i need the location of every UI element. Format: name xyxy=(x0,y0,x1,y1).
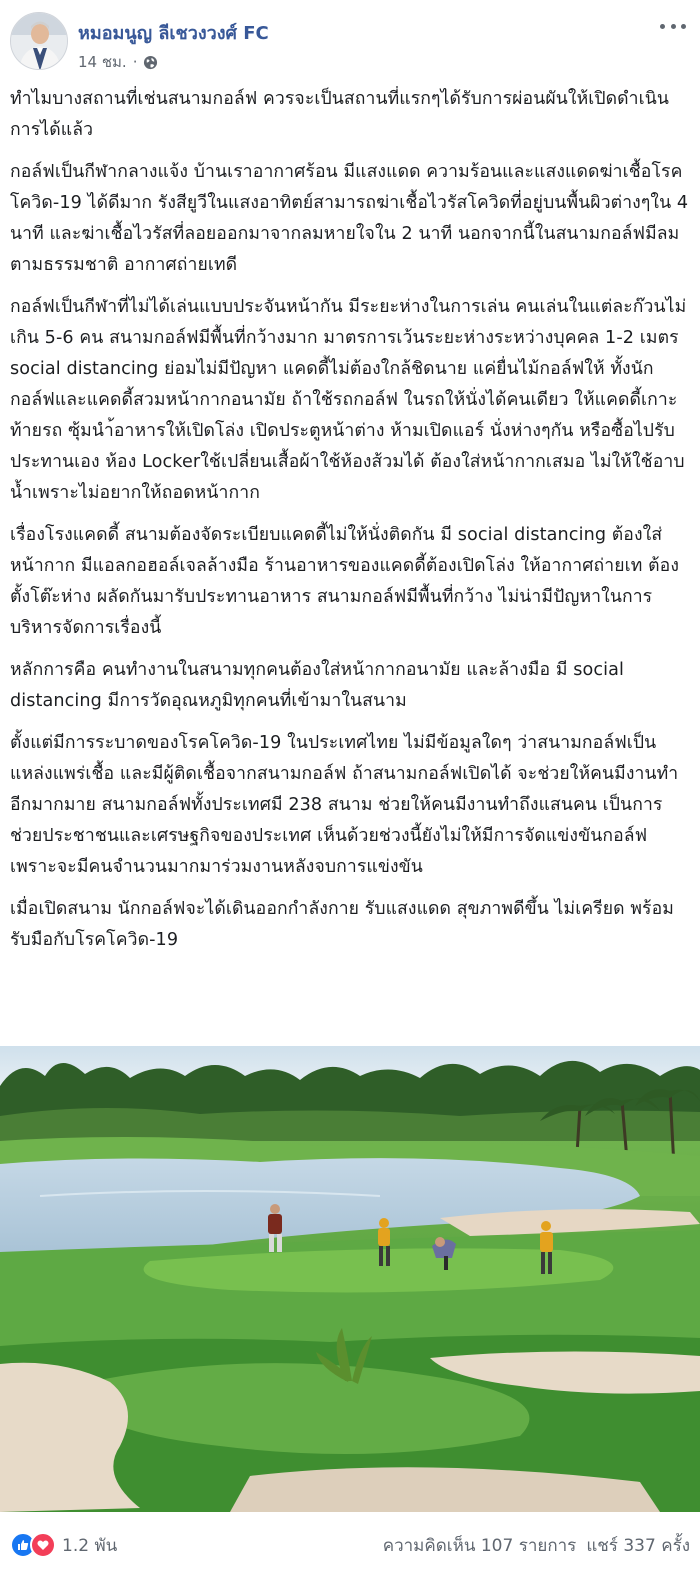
engagement-counts xyxy=(383,1532,690,1559)
more-options-icon[interactable] xyxy=(660,20,686,32)
post-meta xyxy=(78,50,158,74)
avatar-photo-icon xyxy=(11,13,68,70)
post-paragraph: หลักการคือ คนทำงานในสนามทุกคนต้องใส่หน้ากากอนามัย และล้างมือ มี social distancing มีการวัดอุณหภูมิทุกคนที่เข้ามาในสนาม xyxy=(10,660,625,711)
reactions-summary[interactable] xyxy=(10,1532,117,1559)
post-photo[interactable] xyxy=(0,1046,700,1512)
dot xyxy=(660,24,665,29)
avatar[interactable] xyxy=(10,12,68,70)
love-icon xyxy=(30,1532,56,1558)
globe-icon[interactable] xyxy=(143,55,158,70)
post-footer xyxy=(10,1520,690,1570)
post-paragraph: ทำไมบางสถานที่เช่นสนามกอล์ฟ ควรจะเป็นสถานที่แรกๆได้รับการผ่อนผันให้เปิดดำเนินการได้แล้ว xyxy=(10,89,669,140)
post-time[interactable]: 14 ชม. xyxy=(78,53,127,71)
comments-count[interactable]: ความคิดเห็น 107 รายการ xyxy=(382,1535,577,1556)
dot xyxy=(671,24,676,29)
meta-separator: · xyxy=(132,53,138,71)
dot xyxy=(681,24,686,29)
reactions-count: 1.2 พัน xyxy=(62,1535,118,1556)
post-paragraph: เมื่อเปิดสนาม นักกอล์ฟจะได้เดินออกกำลังกาย รับแสงแดด สุขภาพดีขึ้น ไม่เครียด พร้อมรับมือกับโรคโควิด-19 xyxy=(10,899,674,950)
author-name[interactable]: หมอมนูญ ลีเชวงวงศ์ FC xyxy=(78,23,269,44)
post-paragraph: เรื่องโรงแคดดี้ สนามต้องจัดระเบียบแคดดี้ไม่ให้นั่งติดกัน มี social distancing ต้องใส่หน้ากาก มีแอลกอฮอล์เจลล้างมือ ร้านอาหารของแคดดี้ต้องเปิดโล่ง ให้อากาศถ่ายเท ต้องตั้งโต๊ะห่าง ผลัดกันมารับประทานอาหาร สนามกอล์ฟมีพื้นที่กว้าง ไม่น่ามีปัญหาในการบริหารจัดการเรื่องนี้ xyxy=(10,525,680,638)
golf-course-image xyxy=(0,1046,700,1512)
post-paragraph: ตั้งแต่มีการระบาดของโรคโควิด-19 ในประเทศไทย ไม่มีข้อมูลใดๆ ว่าสนามกอล์ฟเป็นแหล่งแพร่เชื้อ และมีผู้ติดเชื้อจากสนามกอล์ฟ ถ้าสนามกอล์ฟเปิดได้ จะช่วยให้คนมีงานทำอีกมากมาย สนามกอล์ฟทั้งประเทศมี 238 สนาม ช่วยให้คนมีงานทำถึงแสนคน เป็นการช่วยประชาชนและเศรษฐกิจของประเทศ เห็นด้วยช่วงนี้ยังไม่ให้มีการจัดแข่งขันกอล์ฟ เพราะจะมีคนจำนวนมากมาร่วมงานหลังจบการแข่งขัน xyxy=(10,733,679,877)
post-text xyxy=(10,84,694,967)
post-paragraph: กอล์ฟเป็นกีฬากลางแจ้ง บ้านเราอากาศร้อน มีแสงแดด ความร้อนและแสงแดดฆ่าเชื้อโรคโควิด-19 ได้ดีมาก รังสียูวีในแสงอาทิตย์สามารถฆ่าเชื้อไวรัสโควิดที่อยู่บนพื้นผิวต่างๆใน 4 นาที และฆ่าเชื้อไวรัสที่ลอยออกมาจากลมหายใจใน 2 นาที นอกจากนี้ในสนามกอล์ฟมีลมตามธรรมชาติ อากาศถ่ายเทดี xyxy=(10,162,689,275)
post-header xyxy=(10,12,690,72)
shares-count[interactable]: แชร์ 337 ครั้ง xyxy=(586,1535,690,1556)
reaction-icons xyxy=(10,1532,56,1558)
post-paragraph: กอล์ฟเป็นกีฬาที่ไม่ได้เล่นแบบประจันหน้ากัน มีระยะห่างในการเล่น คนเล่นในแต่ละก๊วนไม่เกิน 5-6 คน สนามกอล์ฟมีพื้นที่กว้างมาก มาตรการเว้นระยะห่างระหว่างบุคคล 1-2 เมตร social distancing ย่อมไม่มีปัญหา แคดดี้ไม่ต้องใกล้ชิดนาย แค่ยื่นไม้กอล์ฟให้ ทั้งนักกอล์ฟและแคดดี้สวมหน้ากากอนามัย ถ้าใช้รถกอล์ฟ ในรถให้นั่งได้คนเดียว ให้แคดดี้เกาะท้ายรถ ซุ้มนำ้อาหารให้เปิดโล่ง เปิดประตูหน้าต่าง ห้ามเปิดแอร์ นั่งห่างๆกัน หรือซื้อไปรับประทานเอง ห้อง Lockerใช้เปลี่ยนเสื้อผ้าใช้ห้องส้วมได้ ต้องใส่หน้ากากเสมอ ไม่ให้ใช้อาบน้ำเพราะไม่อยากให้ถอดหน้ากาก xyxy=(10,297,687,503)
